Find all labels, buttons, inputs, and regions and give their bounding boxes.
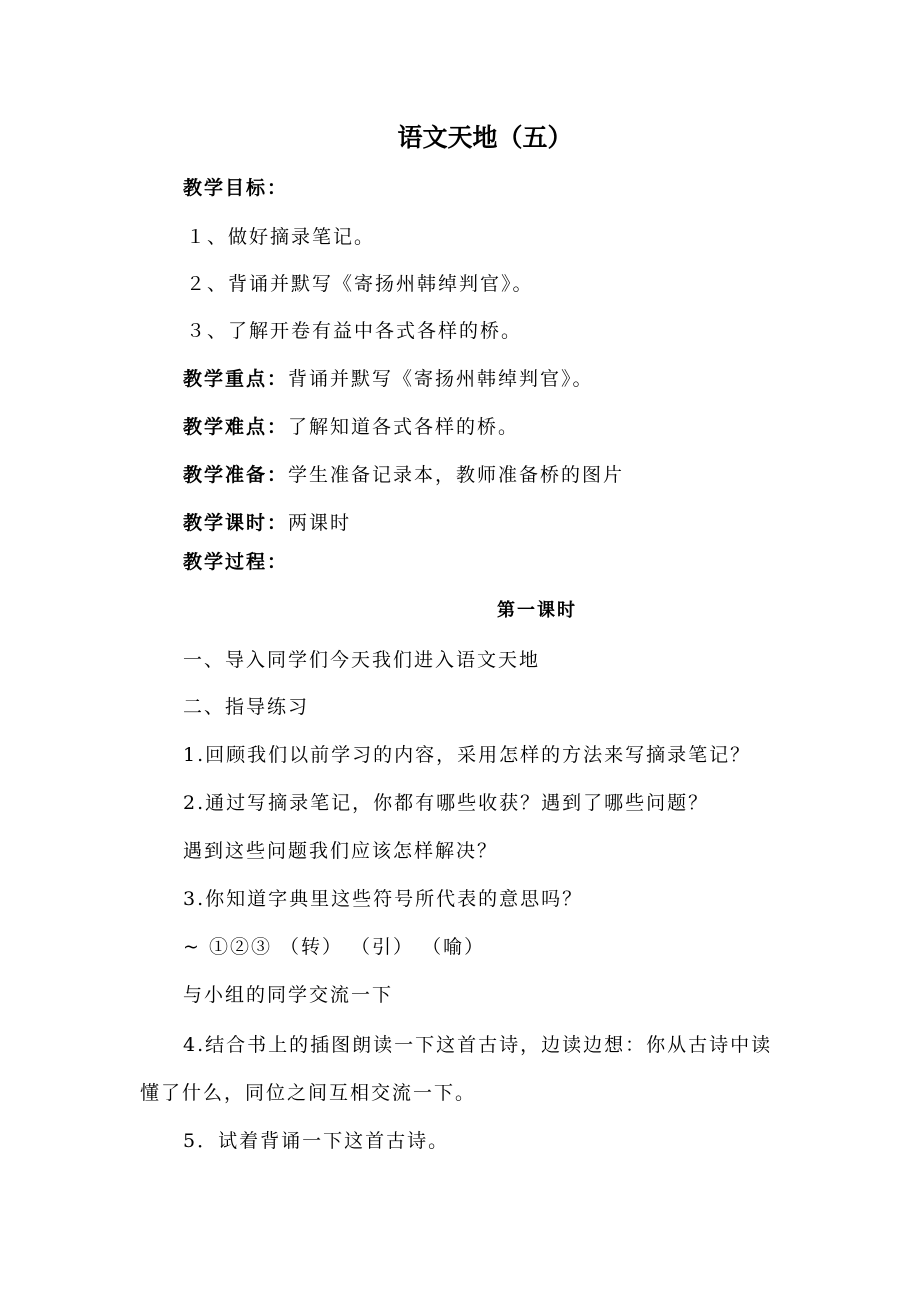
section-heading: 第一课时: [497, 600, 577, 621]
hours-label: 教学课时：: [183, 512, 289, 534]
goal-item: ２、背诵并默写《寄扬州韩绰判官》。: [186, 273, 534, 295]
body-line: 遇到这些问题我们应该怎样解决？: [183, 840, 499, 862]
goals-label: 教学目标：: [183, 177, 289, 199]
body-line: 3.你知道字典里这些符号所代表的意思吗？: [183, 888, 584, 910]
body-line: 5．试着背诵一下这首古诗。: [183, 1130, 450, 1152]
process-label: 教学过程：: [183, 551, 289, 573]
hours-text: 两课时: [288, 512, 352, 534]
document-title: 语文天地（五）: [397, 123, 573, 152]
key-text: 背诵并默写《寄扬州韩绰判官》。: [288, 368, 594, 390]
body-line: 二、指导练习: [183, 696, 310, 718]
body-line: 2.通过写摘录笔记，你都有哪些收获？遇到了哪些问题？: [183, 792, 710, 814]
body-line: 一、导入同学们今天我们进入语文天地: [183, 649, 541, 671]
symbols-line: ~ ①②③ （转） （引） （喻）: [183, 936, 486, 958]
body-line: 与小组的同学交流一下: [183, 984, 394, 1006]
key-label: 教学重点：: [183, 368, 289, 390]
difficult-label: 教学难点：: [183, 416, 289, 438]
difficult-text: 了解知道各式各样的桥。: [288, 416, 520, 438]
goal-item: ３、了解开卷有益中各式各样的桥。: [186, 320, 523, 342]
body-line: 懂了什么，同位之间互相交流一下。: [140, 1082, 477, 1104]
body-line: 1.回顾我们以前学习的内容，采用怎样的方法来写摘录笔记？: [183, 744, 752, 766]
goal-item: １、做好摘录笔记。: [186, 226, 376, 248]
prep-label: 教学准备：: [183, 464, 289, 486]
body-line: 4.结合书上的插图朗读一下这首古诗，边读边想：你从古诗中读: [183, 1034, 773, 1056]
prep-text: 学生准备记录本，教师准备桥的图片: [288, 464, 625, 486]
